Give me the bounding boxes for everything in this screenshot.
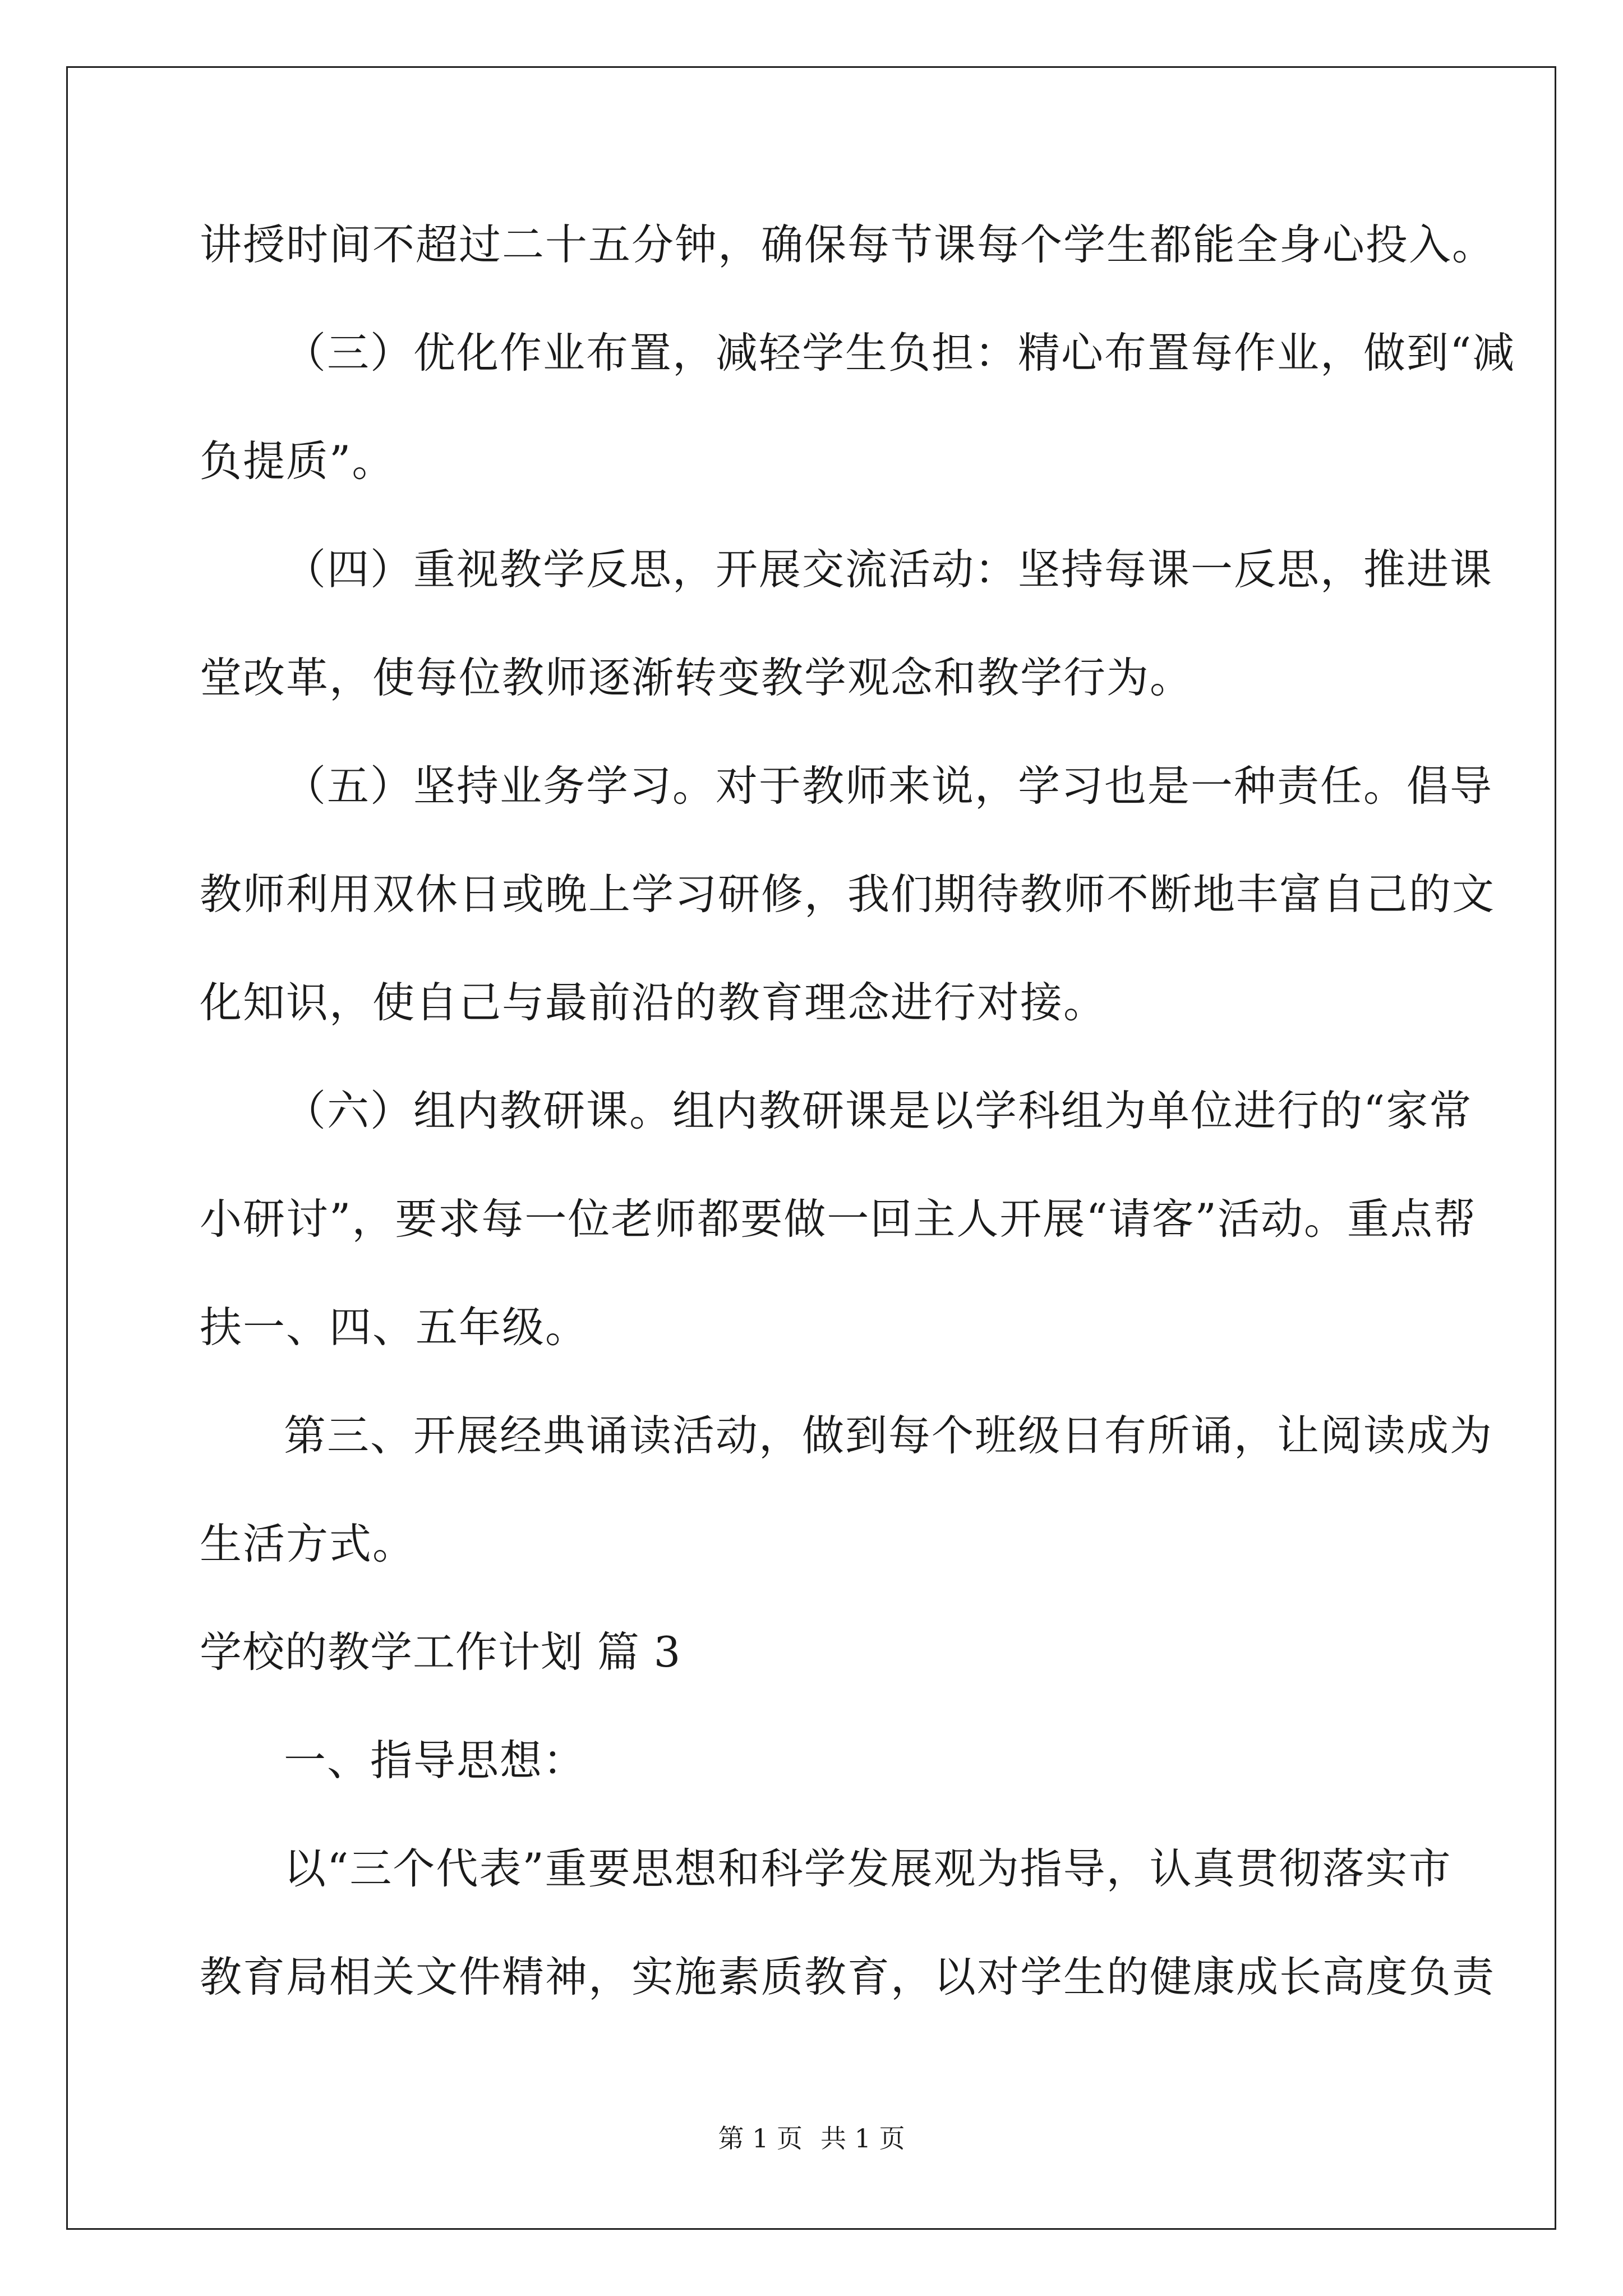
page-total: 共 1 页	[820, 2123, 905, 2154]
paragraph-line: （三）优化作业布置，减轻学生负担：精心布置每作业，做到“减	[284, 328, 1516, 378]
page-number: 第 1 页	[718, 2123, 803, 2154]
paragraph-line: 教师利用双休日或晚上学习研修，我们期待教师不断地丰富自己的文	[200, 869, 1496, 919]
paragraph-line: 教育局相关文件精神，实施素质教育，以对学生的健康成长高度负责	[200, 1952, 1496, 2001]
paragraph-line: 讲授时间不超过二十五分钟，确保每节课每个学生都能全身心投入。	[200, 220, 1496, 269]
paragraph-line: 化知识，使自己与最前沿的教育理念进行对接。	[200, 978, 1107, 1027]
paragraph-line: 生活方式。	[200, 1519, 416, 1568]
page-footer	[0, 2122, 1623, 2155]
paragraph-line: （四）重视教学反思，开展交流活动：坚持每课一反思，推进课	[284, 545, 1493, 594]
paragraph-line: 堂改革，使每位教师逐渐转变教学观念和教学行为。	[200, 653, 1193, 702]
page-border	[66, 66, 1556, 2230]
paragraph-line: 扶一、四、五年级。	[200, 1303, 589, 1352]
paragraph-line: （五）坚持业务学习。对于教师来说，学习也是一种责任。倡导	[284, 761, 1493, 811]
paragraph-line: 负提质”。	[200, 436, 395, 486]
paragraph-line: （六）组内教研课。组内教研课是以学科组为单位进行的“家常	[284, 1086, 1473, 1135]
subsection-heading: 一、指导思想：	[284, 1736, 587, 1785]
paragraph-line: 以“三个代表”重要思想和科学发展观为指导，认真贯彻落实市	[284, 1844, 1452, 1893]
section-heading: 学校的教学工作计划 篇 3	[200, 1627, 681, 1677]
paragraph-line: 第三、开展经典诵读活动，做到每个班级日有所诵，让阅读成为	[284, 1411, 1493, 1460]
paragraph-line: 小研讨”，要求每一位老师都要做一回主人开展“请客”活动。重点帮	[200, 1194, 1477, 1244]
